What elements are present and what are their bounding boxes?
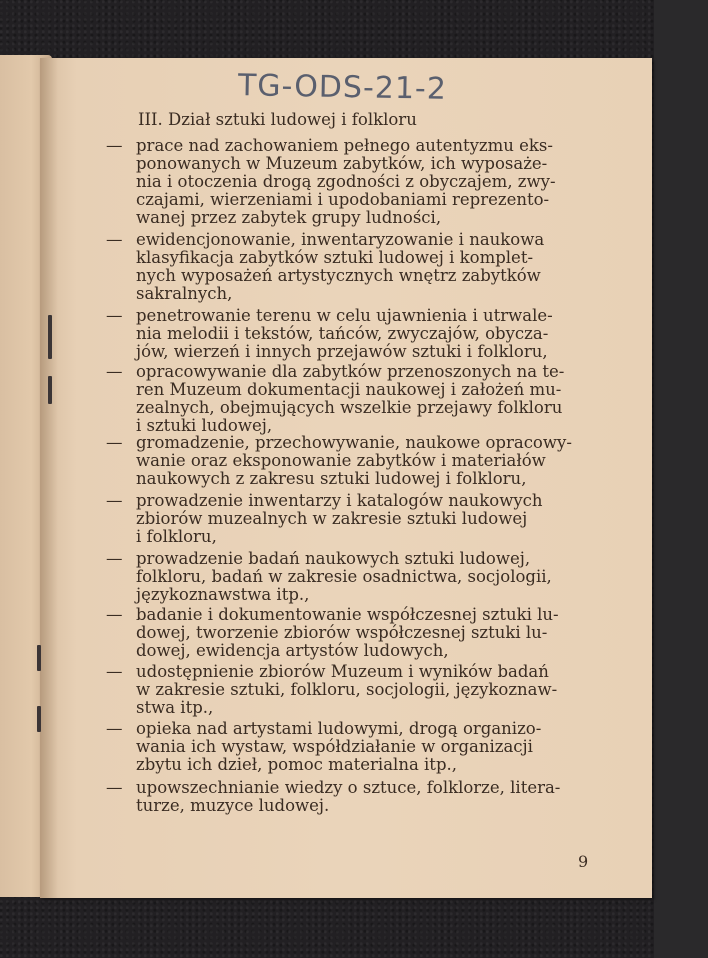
staple-bottom — [37, 645, 41, 671]
list-dash: — — [106, 719, 123, 738]
list-item — [106, 720, 592, 774]
staple-bottom-lower — [37, 706, 41, 732]
list-item-text: opracowywanie dla zabytków przenoszonych na te- ren Muzeum dokumentacji naukowej i założeń mu- zealnych, obejmujących wszelkie przejawy folkloru i sztuki ludowej, — [136, 362, 565, 435]
list-item-text: ewidencjonowanie, inwentaryzowanie i naukowa klasyfikacja zabytków sztuki ludowej i komplet- nych wyposażeń artystycznych wnętrz zabytków sakralnych, — [136, 230, 545, 303]
right-dark-strip — [654, 0, 708, 958]
list-dash: — — [106, 136, 123, 155]
list-item — [106, 434, 592, 488]
spine-shadow — [40, 58, 58, 898]
list-item-text: badanie i dokumentowanie współczesnej sztuki lu- dowej, tworzenie zbiorów współczesnej sztuki lu- dowej, ewidencja artystów ludowych, — [136, 605, 559, 660]
list-dash: — — [106, 778, 123, 797]
list-dash: — — [106, 605, 123, 624]
list-dash: — — [106, 433, 123, 452]
list-item-text: opieka nad artystami ludowymi, drogą organizo- wania ich wystaw, współdziałanie w organizacji zbytu ich dzieł, pomoc materialna itp., — [136, 719, 542, 774]
staple-top-lower — [48, 376, 52, 404]
page-number: 9 — [578, 852, 589, 871]
list-item-text: penetrowanie terenu w celu ujawnienia i utrwale- nia melodii i tekstów, tańców, zwyczajów, obycza- jów, wierzeń i innych przejawów sztuki i folkloru, — [136, 306, 553, 361]
list-item-text: prace nad zachowaniem pełnego autentyzmu eks- ponowanych w Muzeum zabytków, ich wyposaże- nia i otoczenia drogą zgodności z obyczajem, zwy- czajami, wierzeniami i upodobaniami reprezento- wanej przez zabytek grupy ludności, — [136, 136, 556, 227]
list-item — [106, 779, 592, 815]
staple-top — [48, 315, 52, 359]
list-dash: — — [106, 662, 123, 681]
list-item-text: prowadzenie inwentarzy i katalogów naukowych zbiorów muzealnych w zakresie sztuki ludowej i folkloru, — [136, 491, 543, 546]
list-item — [106, 231, 592, 303]
list-dash: — — [106, 306, 123, 325]
list-item — [106, 137, 592, 227]
list-item-text: gromadzenie, przechowywanie, naukowe opracowy- wanie oraz eksponowanie zabytków i materiałów naukowych z zakresu sztuki ludowej i folkloru, — [136, 433, 572, 488]
list-item — [106, 492, 592, 546]
list-dash: — — [106, 362, 123, 381]
list-item — [106, 606, 592, 660]
list-item — [106, 550, 592, 604]
list-dash: — — [106, 491, 123, 510]
list-item-text: prowadzenie badań naukowych sztuki ludowej, folkloru, badań w zakresie osadnictwa, socjologii, językoznawstwa itp., — [136, 549, 552, 604]
list-item — [106, 307, 592, 361]
list-item-text: upowszechnianie wiedzy o sztuce, folklorze, litera- turze, muzyce ludowej. — [136, 778, 561, 815]
section-heading: III. Dział sztuki ludowej i folkloru — [138, 110, 417, 129]
list-item — [106, 363, 592, 435]
list-dash: — — [106, 549, 123, 568]
list-item-text: udostępnienie zbiorów Muzeum i wyników badań w zakresie sztuki, folkloru, socjologii, językoznaw- stwa itp., — [136, 662, 558, 717]
list-item — [106, 663, 592, 717]
list-dash: — — [106, 230, 123, 249]
handwritten-stamp: TG-ODS-21-2 — [237, 68, 448, 107]
